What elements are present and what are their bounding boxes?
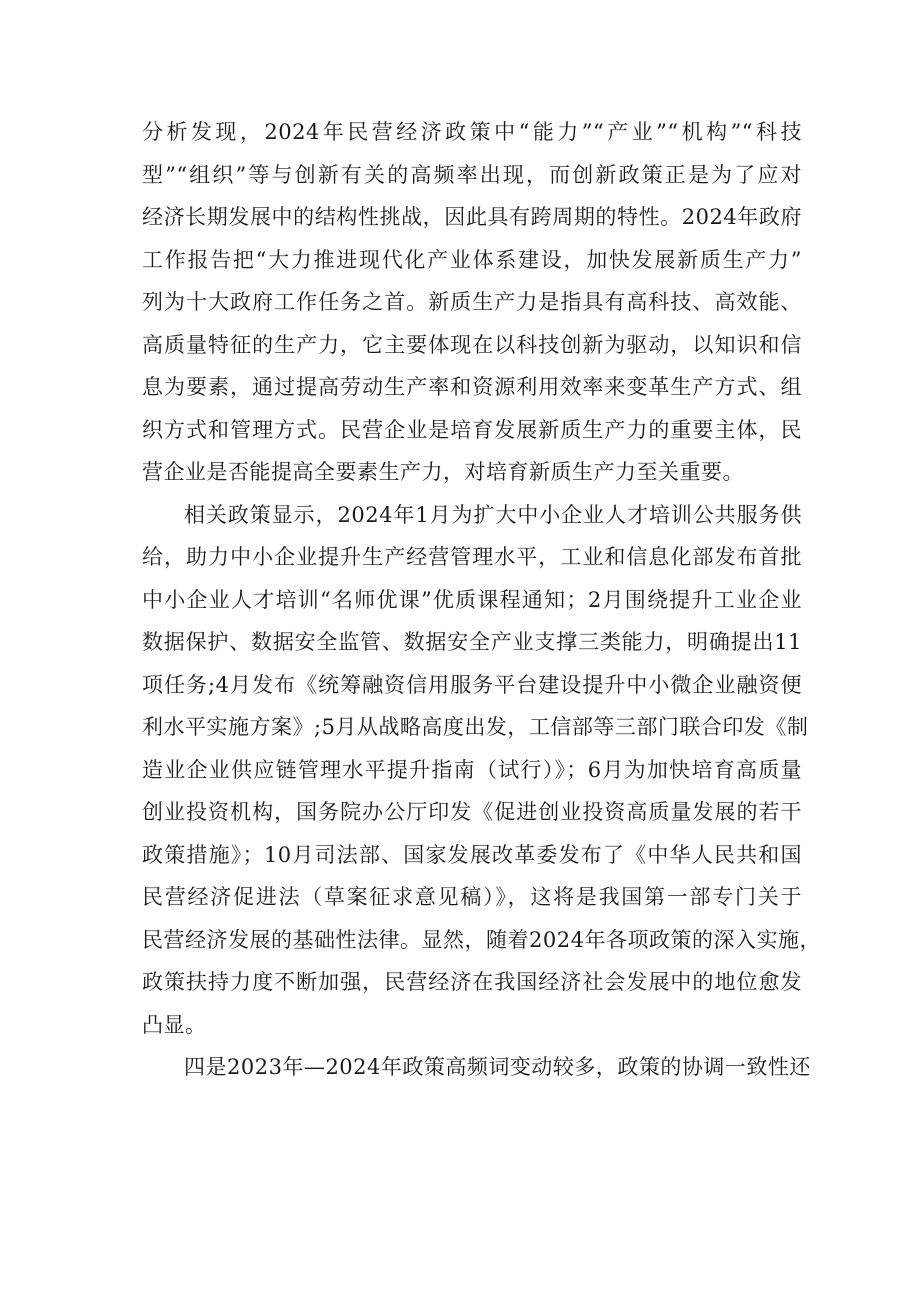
body-text [142,111,821,1089]
paragraph-2-line-5: 项任务;4月发布《统筹融资信用服务平台建设提升中小微企业融资便 [142,672,802,697]
paragraph-1-line-4: 工作报告把“大力推进现代化产业体系建设，加快发展新质生产力” [142,247,802,272]
paragraph-1-line-5: 列为十大政府工作任务之首。新质生产力是指具有高科技、高效能、 [142,290,802,314]
paragraph-2-line-7: 造业企业供应链管理水平提升指南（试行）》；6月为加快培育高质量 [142,757,802,782]
paragraph-2-line-4: 数据保护、数据安全监管、数据安全产业支撑三类能力，明确提出11 [142,630,802,654]
paragraph-1-line-6: 高质量特征的生产力，它主要体现在以科技创新为驱动，以知识和信 [142,332,802,357]
paragraph-2-line-9: 政策措施》；10月司法部、国家发展改革委发布了《中华人民共和国 [142,842,802,867]
paragraph-1-line-1: 分析发现，2024年民营经济政策中“能力”“产业”“机构”“科技 [142,120,802,144]
paragraph-3-line-1: 四是2023年—2024年政策高频词变动较多，政策的协调一致性还 [184,1055,811,1079]
paragraph-2-line-8: 创业投资机构，国务院办公厅印发《促进创业投资高质量发展的若干 [142,800,802,824]
paragraph-2-line-13: 凸显。 [142,1012,207,1037]
paragraph-2-line-1: 相关政策显示，2024年1月为扩大中小企业人才培训公共服务供 [184,502,802,527]
paragraph-2-line-10: 民营经济促进法（草案征求意见稿）》，这将是我国第一部专门关于 [142,885,802,909]
paragraph-2-line-3: 中小企业人才培训“名师优课”优质课程通知；2月围绕提升工业企业 [142,587,802,612]
paragraph-1-line-9: 营企业是否能提高全要素生产力，对培育新质生产力至关重要。 [142,460,744,484]
paragraph-1-line-7: 息为要素，通过提高劳动生产率和资源利用效率来变革生产方式、组 [142,375,802,399]
paragraph-1-line-2: 型”“组织”等与创新有关的高频率出现，而创新政策正是为了应对 [142,162,802,187]
paragraph-2-line-6: 利水平实施方案》;5月从战略高度出发，工信部等三部门联合印发《制 [142,715,809,739]
paragraph-2-line-2: 给，助力中小企业提升生产经营管理水平，工业和信息化部发布首批 [142,545,802,569]
paragraph-1-line-3: 经济长期发展中的结构性挑战，因此具有跨周期的特性。2024年政府 [142,205,802,229]
paragraph-1-line-8: 织方式和管理方式。民营企业是培育发展新质生产力的重要主体，民 [142,417,802,442]
paragraph-2-line-12: 政策扶持力度不断加强，民营经济在我国经济社会发展中的地位愈发 [142,970,802,994]
paragraph-2-line-11: 民营经济发展的基础性法律。显然，随着2024年各项政策的深入实施， [142,927,821,952]
